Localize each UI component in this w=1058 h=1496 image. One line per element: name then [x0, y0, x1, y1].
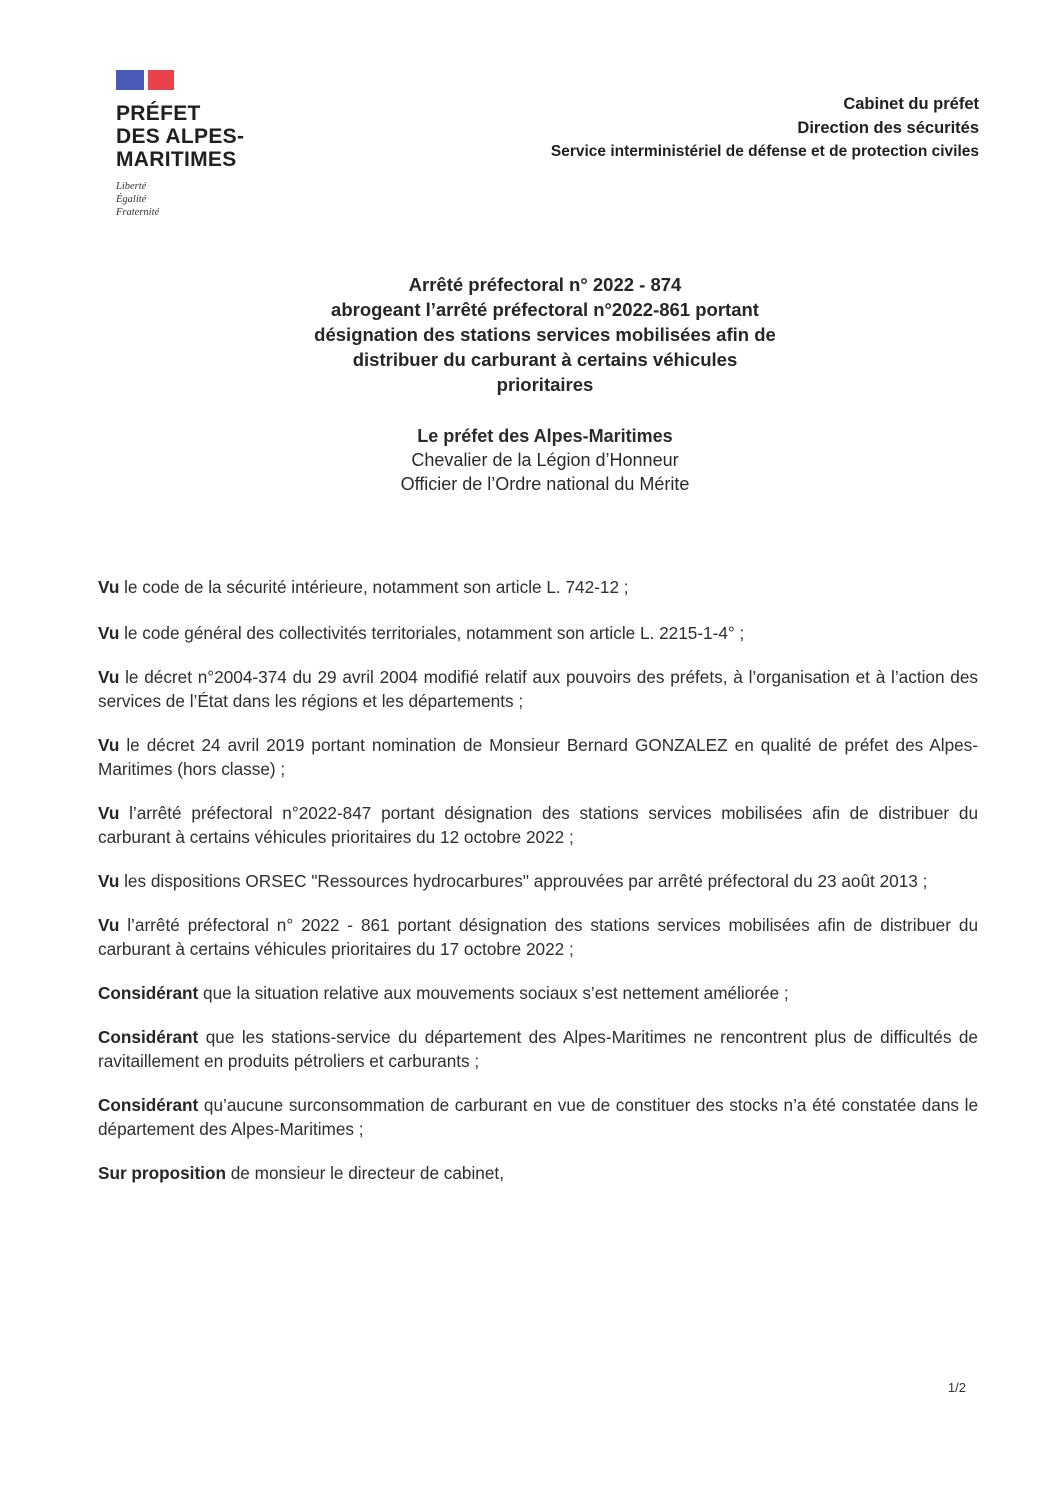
considering-lead: Considérant: [98, 1095, 199, 1115]
recital-text: les dispositions ORSEC "Ressources hydrocarbures" approuvées par arrêté préfectoral du 23 août 2013 ;: [119, 871, 928, 891]
office-line-3: Service interministériel de défense et de protection civiles: [550, 143, 979, 160]
recital-lead: Vu: [98, 577, 120, 597]
recital-lead: Vu: [98, 871, 120, 891]
recital-lead: Vu: [98, 803, 120, 823]
considering-lead: Considérant: [98, 1027, 199, 1047]
recital-paragraph: [98, 801, 978, 849]
title-line-1: Arrêté préfectoral n° 2022 - 874: [408, 274, 682, 295]
recital-paragraph: [98, 869, 978, 893]
recital-lead: Vu: [98, 735, 120, 755]
logo-line-3: MARITIMES: [116, 148, 237, 171]
recital-text: l’arrêté préfectoral n° 2022 - 861 portant désignation des stations services mobilisées afin de distribuer du carburant à certains véhicules prioritaires du 17 octobre 2022 ;: [98, 915, 978, 959]
recital-paragraph: [98, 913, 978, 961]
recital-lead: Vu: [98, 667, 120, 687]
motto-liberte: Liberté: [116, 181, 147, 192]
marianne-flag-icon: [116, 70, 174, 90]
prefect-name: Le préfet des Alpes-Maritimes: [417, 426, 673, 446]
recital-paragraph: [98, 621, 978, 645]
considering-text: qu’aucune surconsommation de carburant en vue de constituer des stocks n’a été constatée dans le département des Alpes-Maritimes ;: [98, 1095, 978, 1139]
recital-paragraph: [98, 665, 978, 713]
proposal-text: de monsieur le directeur de cabinet,: [225, 1163, 504, 1183]
decree-body: [98, 575, 978, 1185]
logo-title: [116, 102, 296, 171]
motto-egalite: Égalité: [116, 194, 147, 205]
recital-text: le décret 24 avril 2019 portant nomination de Monsieur Bernard GONZALEZ en qualité de préfet des Alpes-Maritimes (hors classe) ;: [98, 735, 978, 779]
title-line-3: désignation des stations services mobilisées afin de: [314, 324, 776, 345]
issuing-office: [551, 92, 979, 164]
office-line-1: Cabinet du préfet: [843, 95, 979, 113]
prefect-block: [200, 424, 890, 496]
considering-paragraph: [98, 1025, 978, 1073]
considering-text: que les stations-service du département des Alpes-Maritimes ne rencontrent plus de difficultés de ravitaillement en produits pétroliers et carburants ;: [98, 1027, 978, 1071]
considering-paragraph: [98, 981, 978, 1005]
title-line-4: distribuer du carburant à certains véhicules: [352, 349, 738, 370]
motto-fraternite: Fraternité: [116, 207, 160, 218]
considering-lead: Considérant: [98, 983, 199, 1003]
decree-title: [200, 272, 890, 397]
recital-lead: Vu: [98, 623, 120, 643]
considering-text: que la situation relative aux mouvements sociaux s’est nettement améliorée ;: [198, 983, 789, 1003]
logo-line-1: PRÉFET: [116, 102, 201, 125]
considering-paragraph: [98, 1093, 978, 1141]
office-line-2: Direction des sécurités: [797, 119, 979, 137]
title-line-2: abrogeant l’arrêté préfectoral n°2022-861 portant: [331, 299, 759, 320]
logo-line-2: DES ALPES-: [116, 125, 245, 148]
prefect-honour-2: Officier de l’Ordre national du Mérite: [400, 474, 690, 494]
prefect-honour-1: Chevalier de la Légion d’Honneur: [411, 450, 679, 470]
recital-text: le décret n°2004-374 du 29 avril 2004 modifié relatif aux pouvoirs des préfets, à l’organisation et à l’action des services de l’État dans les régions et les départements ;: [98, 667, 978, 711]
recital-text: l’arrêté préfectoral n°2022-847 portant désignation des stations services mobilisées afin de distribuer du carburant à certains véhicules prioritaires du 12 octobre 2022 ;: [98, 803, 978, 847]
title-line-5: prioritaires: [496, 374, 594, 395]
recital-text: le code de la sécurité intérieure, notamment son article L. 742-12 ;: [119, 577, 629, 597]
page-number: 1/2: [947, 1380, 966, 1395]
proposal-paragraph: [98, 1161, 978, 1185]
recital-text: le code général des collectivités territoriales, notamment son article L. 2215-1-4° ;: [119, 623, 745, 643]
proposal-lead: Sur proposition: [98, 1163, 226, 1183]
recital-paragraph: [98, 733, 978, 781]
recital-paragraph: [98, 575, 978, 599]
prefecture-logo: [116, 70, 296, 219]
republic-motto: [116, 180, 296, 219]
recital-lead: Vu: [98, 915, 120, 935]
